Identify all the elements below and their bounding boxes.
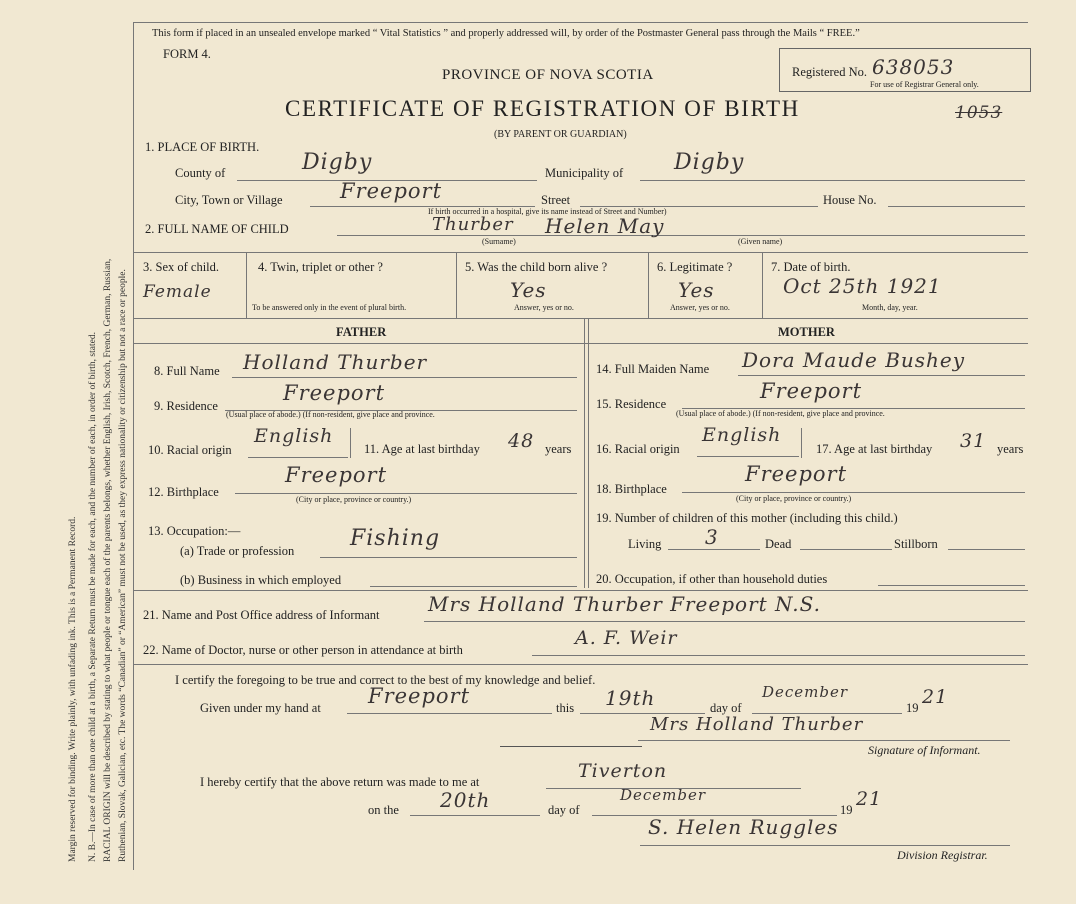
alive-label: 5. Was the child born alive ? [465,260,608,274]
child-surname: Thurber [432,214,514,235]
registered-no-label: Registered No. [792,65,867,79]
house-no-label: House No. [823,193,877,207]
mother-abode-note: (Usual place of abode.) (If non-resident, give place and province. [676,409,885,418]
given-year-prefix: 19 [906,701,919,715]
city-value: Freeport [340,179,443,203]
hospital-note: If birth occurred in a hospital, give its name instead of Street and Number) [428,207,667,216]
given-place-line [347,713,552,714]
form-top-border [133,22,1028,23]
mother-birthplace-label: 18. Birthplace [596,482,667,496]
registrar-general-note: For use of Registrar General only. [870,80,979,89]
reg-month-value: December [620,786,707,804]
full-name-line [337,235,1025,236]
father-birthplace-note: (City or place, province or country.) [296,495,412,504]
doctor-label: 22. Name of Doctor, nurse or other person in attendance at birth [143,643,463,657]
alive-note: Answer, yes or no. [514,303,574,312]
father-birthplace-line [235,493,577,494]
father-race-line [248,457,348,458]
living-label: Living [628,537,662,551]
margin-note-racial-1: RACIAL ORIGIN will be described by stating to what people or tongue each of the parents belongs, whether English, Irish, Scotch, French, German, Russian, [103,258,113,862]
given-day-of-label: day of [710,701,742,715]
father-race-value: English [254,425,334,447]
county-value: Digby [302,150,373,175]
form-number: FORM 4. [163,47,211,61]
sex-label: 3. Sex of child. [143,260,220,274]
house-no-line [888,206,1025,207]
reg-day-line [410,815,540,816]
place-of-birth-label: 1. PLACE OF BIRTH. [145,140,260,154]
father-years-label: years [545,442,572,456]
county-label: County of [175,166,226,180]
certify-top-line [133,664,1028,665]
father-business-line [370,586,577,587]
stillborn-label: Stillborn [894,537,938,551]
crossed-number: 1053 [955,103,1003,123]
father-name-label: 8. Full Name [154,364,220,378]
mother-birthplace-value: Freeport [745,462,848,486]
given-year-value: 21 [922,686,949,708]
row3-divider-2 [456,252,457,318]
mother-birthplace-line [682,492,1025,493]
dead-label: Dead [765,537,792,551]
province-heading: PROVINCE OF NOVA SCOTIA [442,67,654,83]
row3-divider-3 [648,252,649,318]
municipality-line [640,180,1025,181]
hereby-label: I hereby certify that the above return was made to me at [200,775,480,789]
signature-informant-caption: Signature of Informant. [868,743,981,757]
registered-no-value: 638053 [872,55,955,79]
form-left-border [133,22,134,870]
margin-note-binding: Margin reserved for binding. Write plainly, with unfading ink. This is a Permanent Record. [68,516,78,862]
mother-age-label: 17. Age at last birthday [816,442,933,456]
given-place-value: Freeport [368,684,471,708]
father-race-divider [350,428,351,458]
father-residence-value: Freeport [283,381,386,405]
father-residence-label: 9. Residence [154,399,218,413]
dob-note: Month, day, year. [862,303,918,312]
informant-label: 21. Name and Post Office address of Informant [143,608,380,622]
father-name-line [232,377,577,378]
mother-name-label: 14. Full Maiden Name [596,362,710,376]
father-trade-value: Fishing [350,526,441,551]
row3-divider-4 [762,252,763,318]
informant-signature-line [638,740,1010,741]
reg-day-value: 20th [440,788,491,812]
given-under-label: Given under my hand at [200,701,321,715]
father-birthplace-label: 12. Birthplace [148,485,219,499]
reg-year-prefix: 19 [840,803,853,817]
twin-note: To be answered only in the event of plural birth. [252,303,407,312]
certify-statement: I certify the foregoing to be true and correct to the best of my knowledge and belief. [175,673,596,687]
legit-label: 6. Legitimate ? [657,260,733,274]
informant-value: Mrs Holland Thurber Freeport N.S. [428,592,821,616]
given-this-label: this [556,701,575,715]
parents-top-line [133,318,1028,319]
mother-years-label: years [997,442,1024,456]
parents-bottom-line [133,590,1028,591]
doctor-value: A. F. Weir [575,627,678,649]
given-month-value: December [762,683,849,701]
child-given-name: Helen May [545,214,665,238]
father-business-label: (b) Business in which employed [180,573,342,587]
mother-race-line [697,456,799,457]
living-value: 3 [705,525,719,549]
legit-value: Yes [678,278,715,302]
mother-occupation-label: 20. Occupation, if other than household duties [596,572,828,586]
city-label: City, Town or Village [175,193,283,207]
reg-day-of-label: day of [548,803,580,817]
legit-note: Answer, yes or no. [670,303,730,312]
parents-divider-2 [588,318,589,588]
certificate-title: CERTIFICATE OF REGISTRATION OF BIRTH [285,96,800,121]
given-name-note: (Given name) [738,237,783,246]
given-day-value: 19th [605,686,656,710]
row3-top-line [133,252,1028,253]
parents-divider [584,318,585,588]
reg-year-value: 21 [856,788,883,810]
margin-note-racial-2: Ruthenian, Slovak, Galician, etc. The words “Canadian” or “American” must not be used, as they express nationality or citizenship but not a race or people. [118,269,128,862]
father-trade-line [320,557,577,558]
on-the-label: on the [368,803,399,817]
father-heading: FATHER [336,325,387,339]
division-registrar-caption: Division Registrar. [897,848,988,862]
municipality-label: Municipality of [545,166,624,180]
father-occupation-label: 13. Occupation:— [148,524,241,538]
mother-name-line [738,375,1025,376]
informant-signature: Mrs Holland Thurber [650,714,864,735]
mother-name-value: Dora Maude Bushey [742,348,966,372]
parents-head-line [133,343,1028,344]
mother-race-divider [801,428,802,458]
registrar-signature: S. Helen Ruggles [648,815,839,839]
registrar-signature-line [640,845,1010,846]
mother-residence-label: 15. Residence [596,397,667,411]
mother-race-label: 16. Racial origin [596,442,680,456]
father-age-label: 11. Age at last birthday [364,442,480,456]
registrar-place-value: Tiverton [578,760,668,782]
dead-line [800,549,892,550]
row3-divider-1 [246,252,247,318]
father-trade-label: (a) Trade or profession [180,544,295,558]
stillborn-line [948,549,1025,550]
father-age-value: 48 [508,430,535,452]
mother-age-value: 31 [960,430,987,452]
surname-note: (Surname) [482,237,516,246]
mother-birthplace-note: (City or place, province or country.) [736,494,852,503]
sex-value: Female [143,282,212,302]
free-mail-notice: This form if placed in an unsealed envelope marked “ Vital Statistics ” and properly addressed will, by order of the Postmaster General pass through the Mails “ FREE.” [152,28,860,39]
mother-occupation-line [878,585,1025,586]
mother-race-value: English [702,424,782,446]
certificate-subtitle: (BY PARENT OR GUARDIAN) [494,129,627,140]
municipality-value: Digby [674,150,745,175]
father-race-label: 10. Racial origin [148,443,232,457]
living-line [668,549,760,550]
twin-label: 4. Twin, triplet or other ? [258,260,383,274]
informant-line [424,621,1025,622]
margin-note-nb: N. B.—In case of more than one child at a birth, a Separate Return must be made for each, and the number of each, in order of birth, stated. [88,332,98,862]
registration-box [779,48,1031,92]
alive-value: Yes [510,278,547,302]
separator-line [500,746,642,747]
dob-label: 7. Date of birth. [771,260,851,274]
father-birthplace-value: Freeport [285,463,388,487]
dob-value: Oct 25th 1921 [783,274,942,298]
doctor-line [532,655,1025,656]
father-name-value: Holland Thurber [243,350,428,374]
street-label: Street [541,193,571,207]
mother-residence-value: Freeport [760,379,863,403]
mother-children-label: 19. Number of children of this mother (including this child.) [596,511,898,525]
mother-heading: MOTHER [778,325,835,339]
full-name-label: 2. FULL NAME OF CHILD [145,222,289,236]
father-abode-note: (Usual place of abode.) (If non-resident, give place and province. [226,410,435,419]
